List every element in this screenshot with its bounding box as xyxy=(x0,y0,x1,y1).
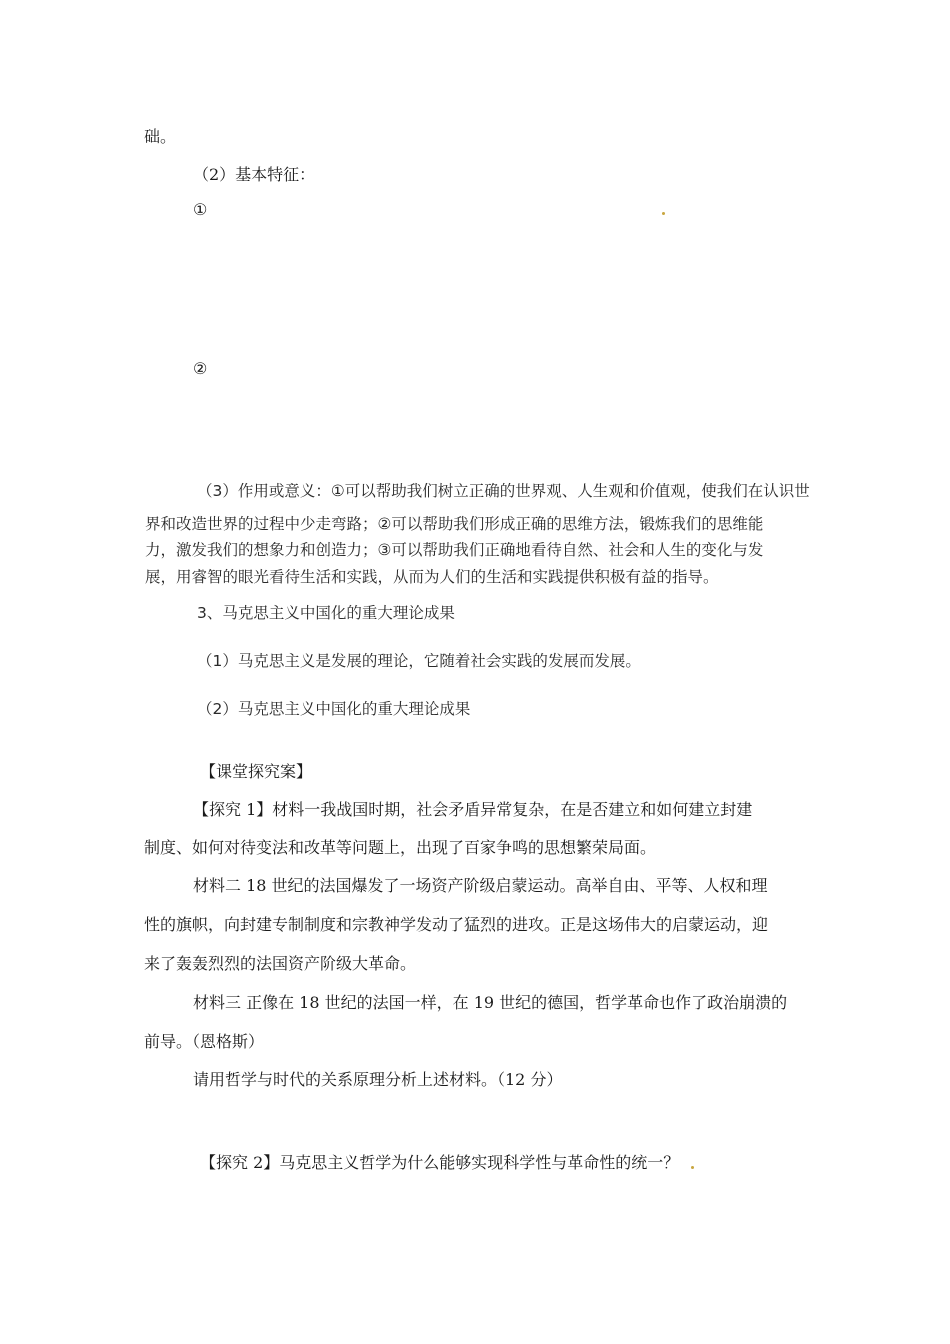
text-line: 材料二 18 世纪的法国爆发了一场资产阶级启蒙运动。高举自由、平等、人权和理 xyxy=(193,876,768,895)
text-line: 力，激发我们的想象力和创造力；③可以帮助我们正确地看待自然、社会和人生的变化与发 xyxy=(145,541,764,559)
text-line: 制度、如何对待变法和改革等问题上，出现了百家争鸣的思想繁荣局面。 xyxy=(144,838,657,857)
text-line: （1）马克思主义是发展的理论，它随着社会实践的发展而发展。 xyxy=(197,652,641,670)
text-line: 展，用睿智的眼光看待生活和实践，从而为人们的生活和实践提供积极有益的指导。 xyxy=(145,568,719,586)
decorative-dot xyxy=(691,1166,694,1169)
section-heading: 3、马克思主义中国化的重大理论成果 xyxy=(197,604,455,622)
section-heading: 【课堂探究案】 xyxy=(200,762,313,781)
text-line: 础。 xyxy=(144,127,177,146)
text-line: （2）基本特征： xyxy=(193,165,316,184)
text-line: 【探究 1】材料一我战国时期，社会矛盾异常复杂，在是否建立和如何建立封建 xyxy=(193,800,753,819)
text-line: 【探究 2】马克思主义哲学为什么能够实现科学性与革命性的统一？ xyxy=(200,1153,680,1172)
text-line: 界和改造世界的过程中少走弯路；②可以帮助我们形成正确的思维方法，锻炼我们的思维能 xyxy=(145,515,764,533)
list-marker: ② xyxy=(193,359,208,378)
text-line: 材料三 正像在 18 世纪的法国一样，在 19 世纪的德国，哲学革命也作了政治崩溃的 xyxy=(193,993,788,1012)
text-line: （2）马克思主义中国化的重大理论成果 xyxy=(197,700,471,718)
text-line: 请用哲学与时代的关系原理分析上述材料。（12 分） xyxy=(193,1070,563,1089)
text-line: 来了轰轰烈烈的法国资产阶级大革命。 xyxy=(144,954,417,973)
text-line: 前导。（恩格斯） xyxy=(144,1032,265,1051)
decorative-dot xyxy=(662,212,665,215)
list-marker: ① xyxy=(193,200,208,219)
text-line: 性的旗帜，向封建专制制度和宗教神学发动了猛烈的进攻。正是这场伟大的启蒙运动，迎 xyxy=(144,915,769,934)
text-line: （3）作用或意义：①可以帮助我们树立正确的世界观、人生观和价值观，使我们在认识世 xyxy=(197,482,810,500)
